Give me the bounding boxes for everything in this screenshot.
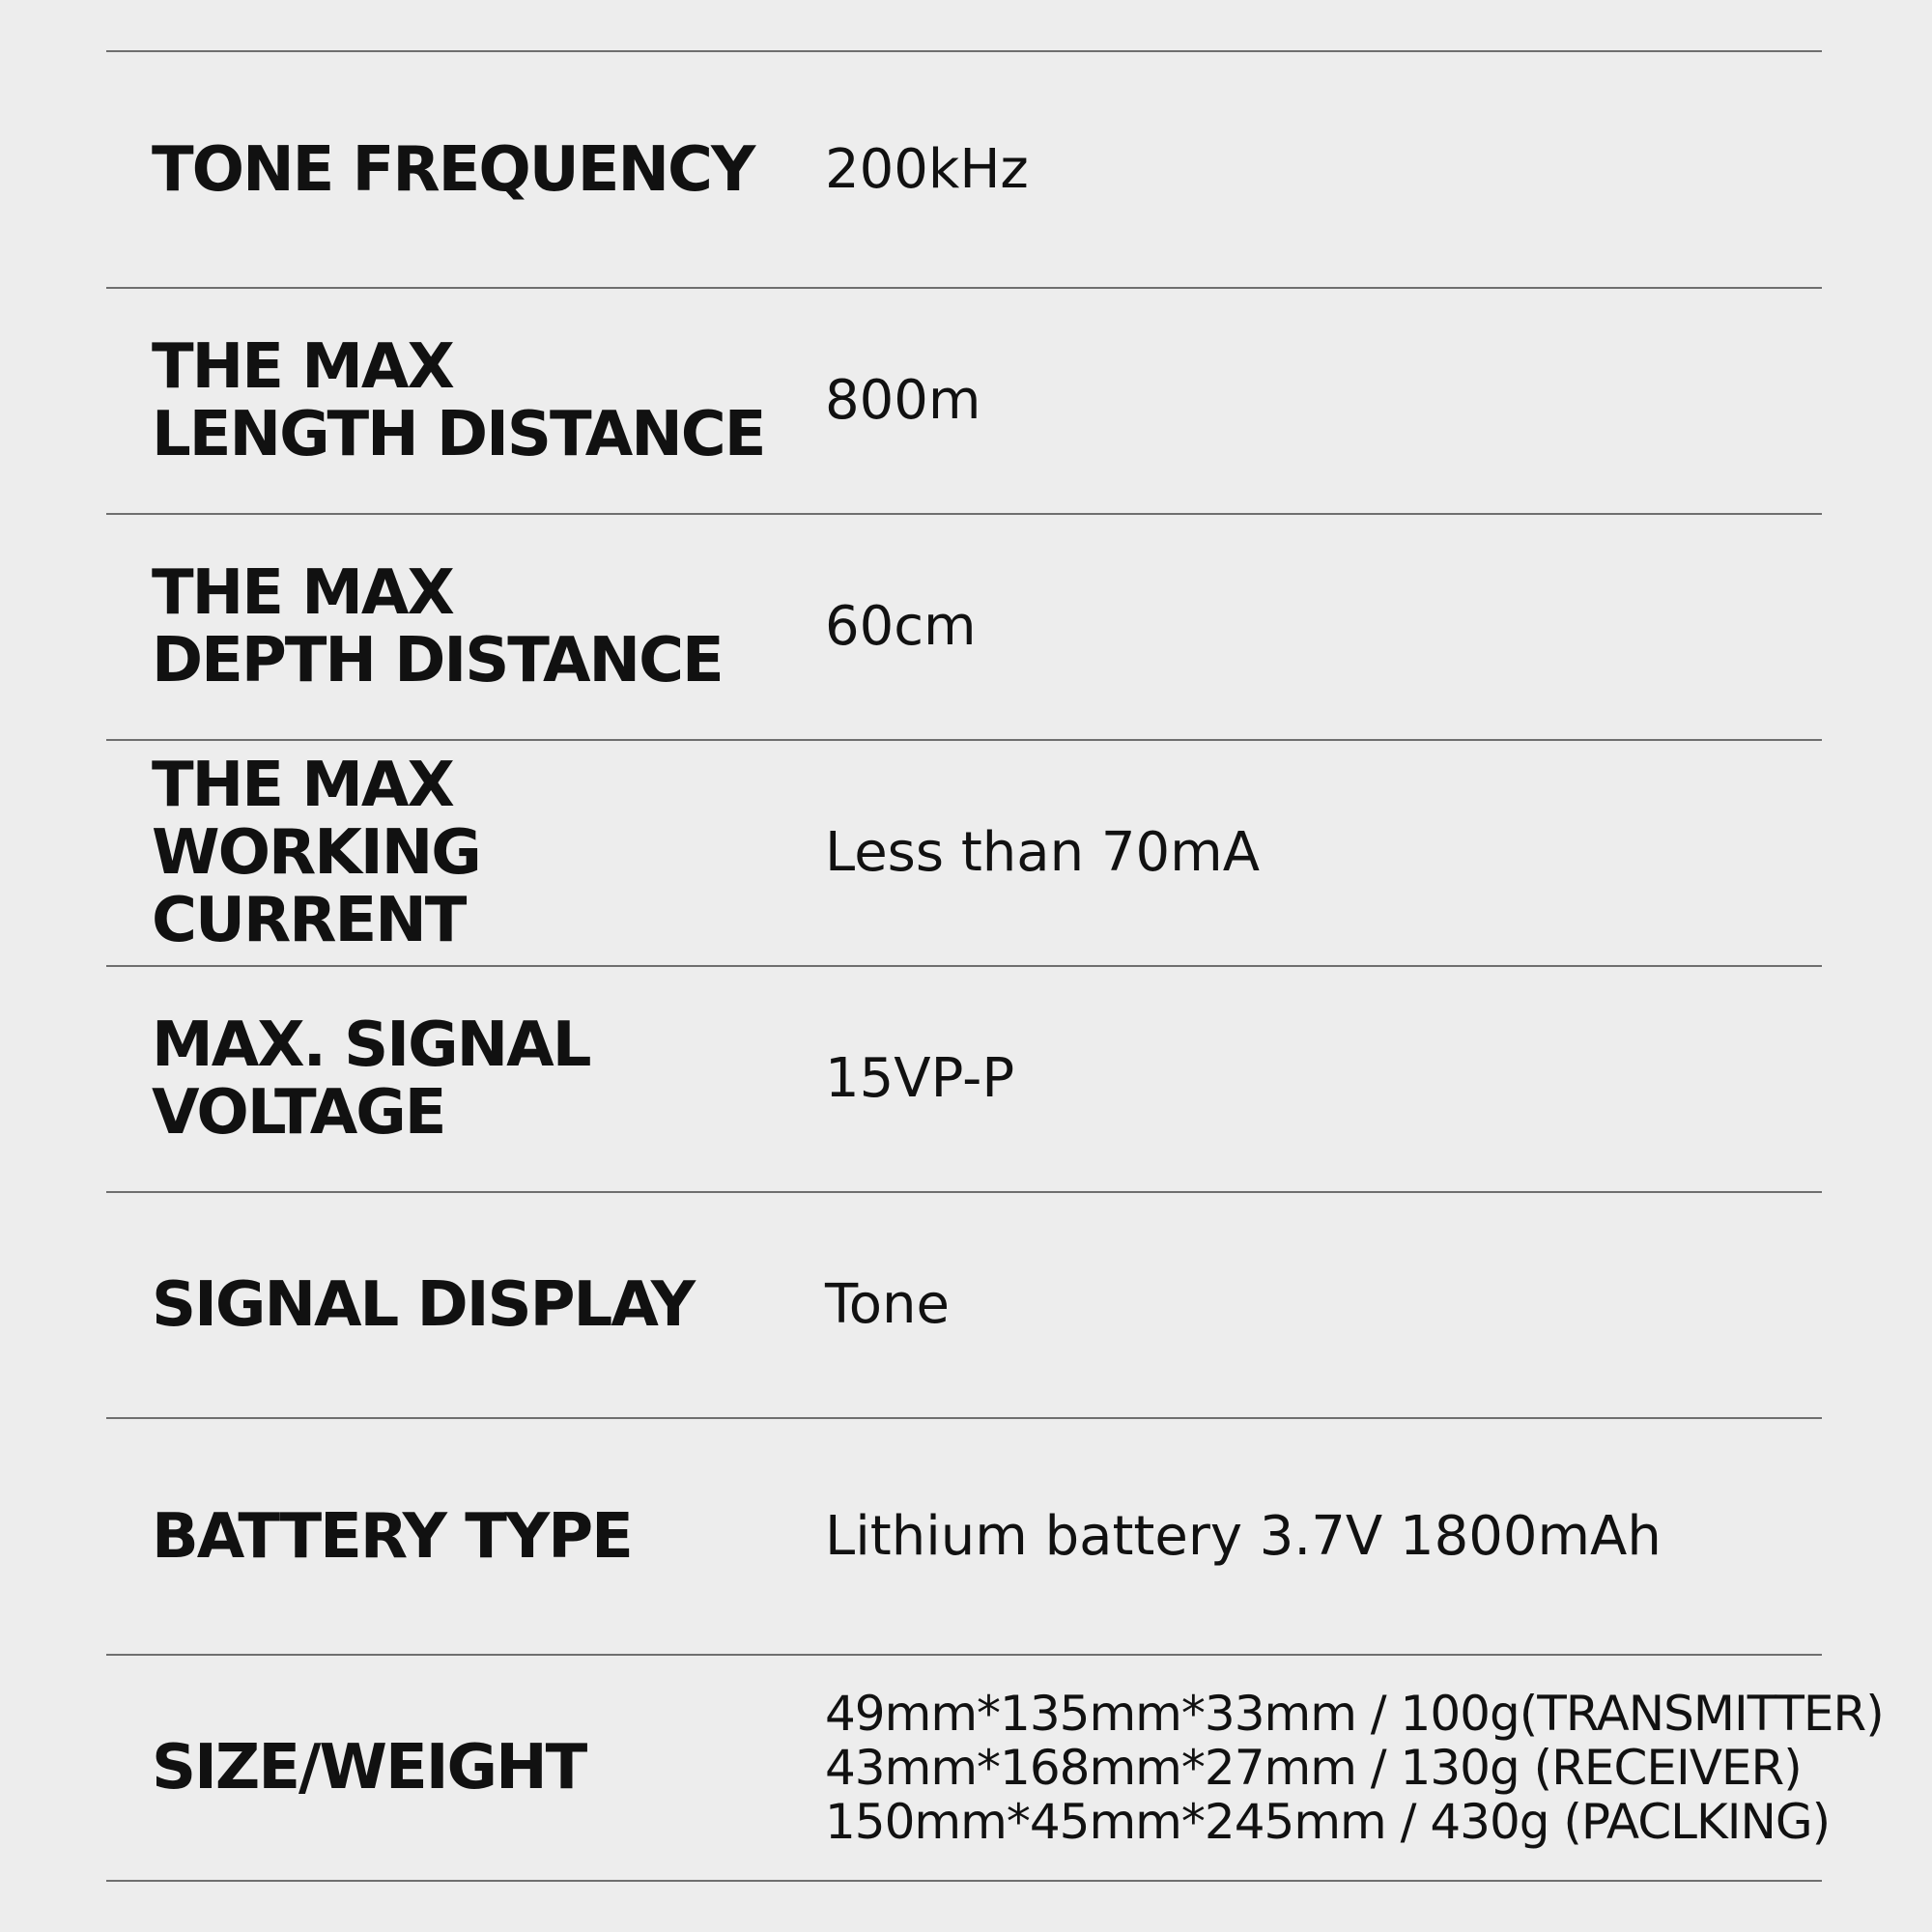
spec-row-size-weight	[106, 1656, 1884, 1882]
spec-label: TONE FREQUENCY	[152, 133, 754, 206]
spec-label: SIZE/WEIGHT	[152, 1732, 586, 1804]
spec-label: THE MAX WORKING CURRENT	[152, 750, 480, 956]
spec-value: 800m	[825, 369, 981, 432]
spec-row-tone-frequency	[106, 52, 1822, 289]
spec-label: THE MAX LENGTH DISTANCE	[152, 331, 765, 470]
spec-row-signal-display	[106, 1193, 1822, 1419]
spec-value: Lithium battery 3.7V 1800mAh	[825, 1504, 1662, 1568]
spec-label: SIGNAL DISPLAY	[152, 1269, 695, 1341]
spec-row-max-depth-distance	[106, 515, 1822, 741]
spec-table	[106, 50, 1884, 1882]
spec-value: 15VP-P	[825, 1047, 1015, 1110]
spec-value: 49mm*135mm*33mm / 100g(TRANSMITTER) 43mm*168mm*27mm / 130g (RECEIVER) 150mm*45mm*245mm / 430g (PACLKING)	[825, 1686, 1884, 1850]
spec-row-max-signal-voltage	[106, 967, 1822, 1193]
spec-label: MAX. SIGNAL VOLTAGE	[152, 1009, 590, 1149]
spec-row-max-length-distance	[106, 289, 1822, 515]
spec-value: 200kHz	[825, 137, 1029, 201]
spec-row-max-working-current	[106, 741, 1822, 967]
spec-value: 60cm	[825, 595, 977, 658]
spec-label: BATTERY TYPE	[152, 1500, 632, 1573]
spec-value: Less than 70mA	[825, 821, 1260, 884]
spec-row-battery-type	[106, 1419, 1822, 1656]
spec-value: Tone	[825, 1273, 950, 1336]
spec-label: THE MAX DEPTH DISTANCE	[152, 557, 723, 696]
